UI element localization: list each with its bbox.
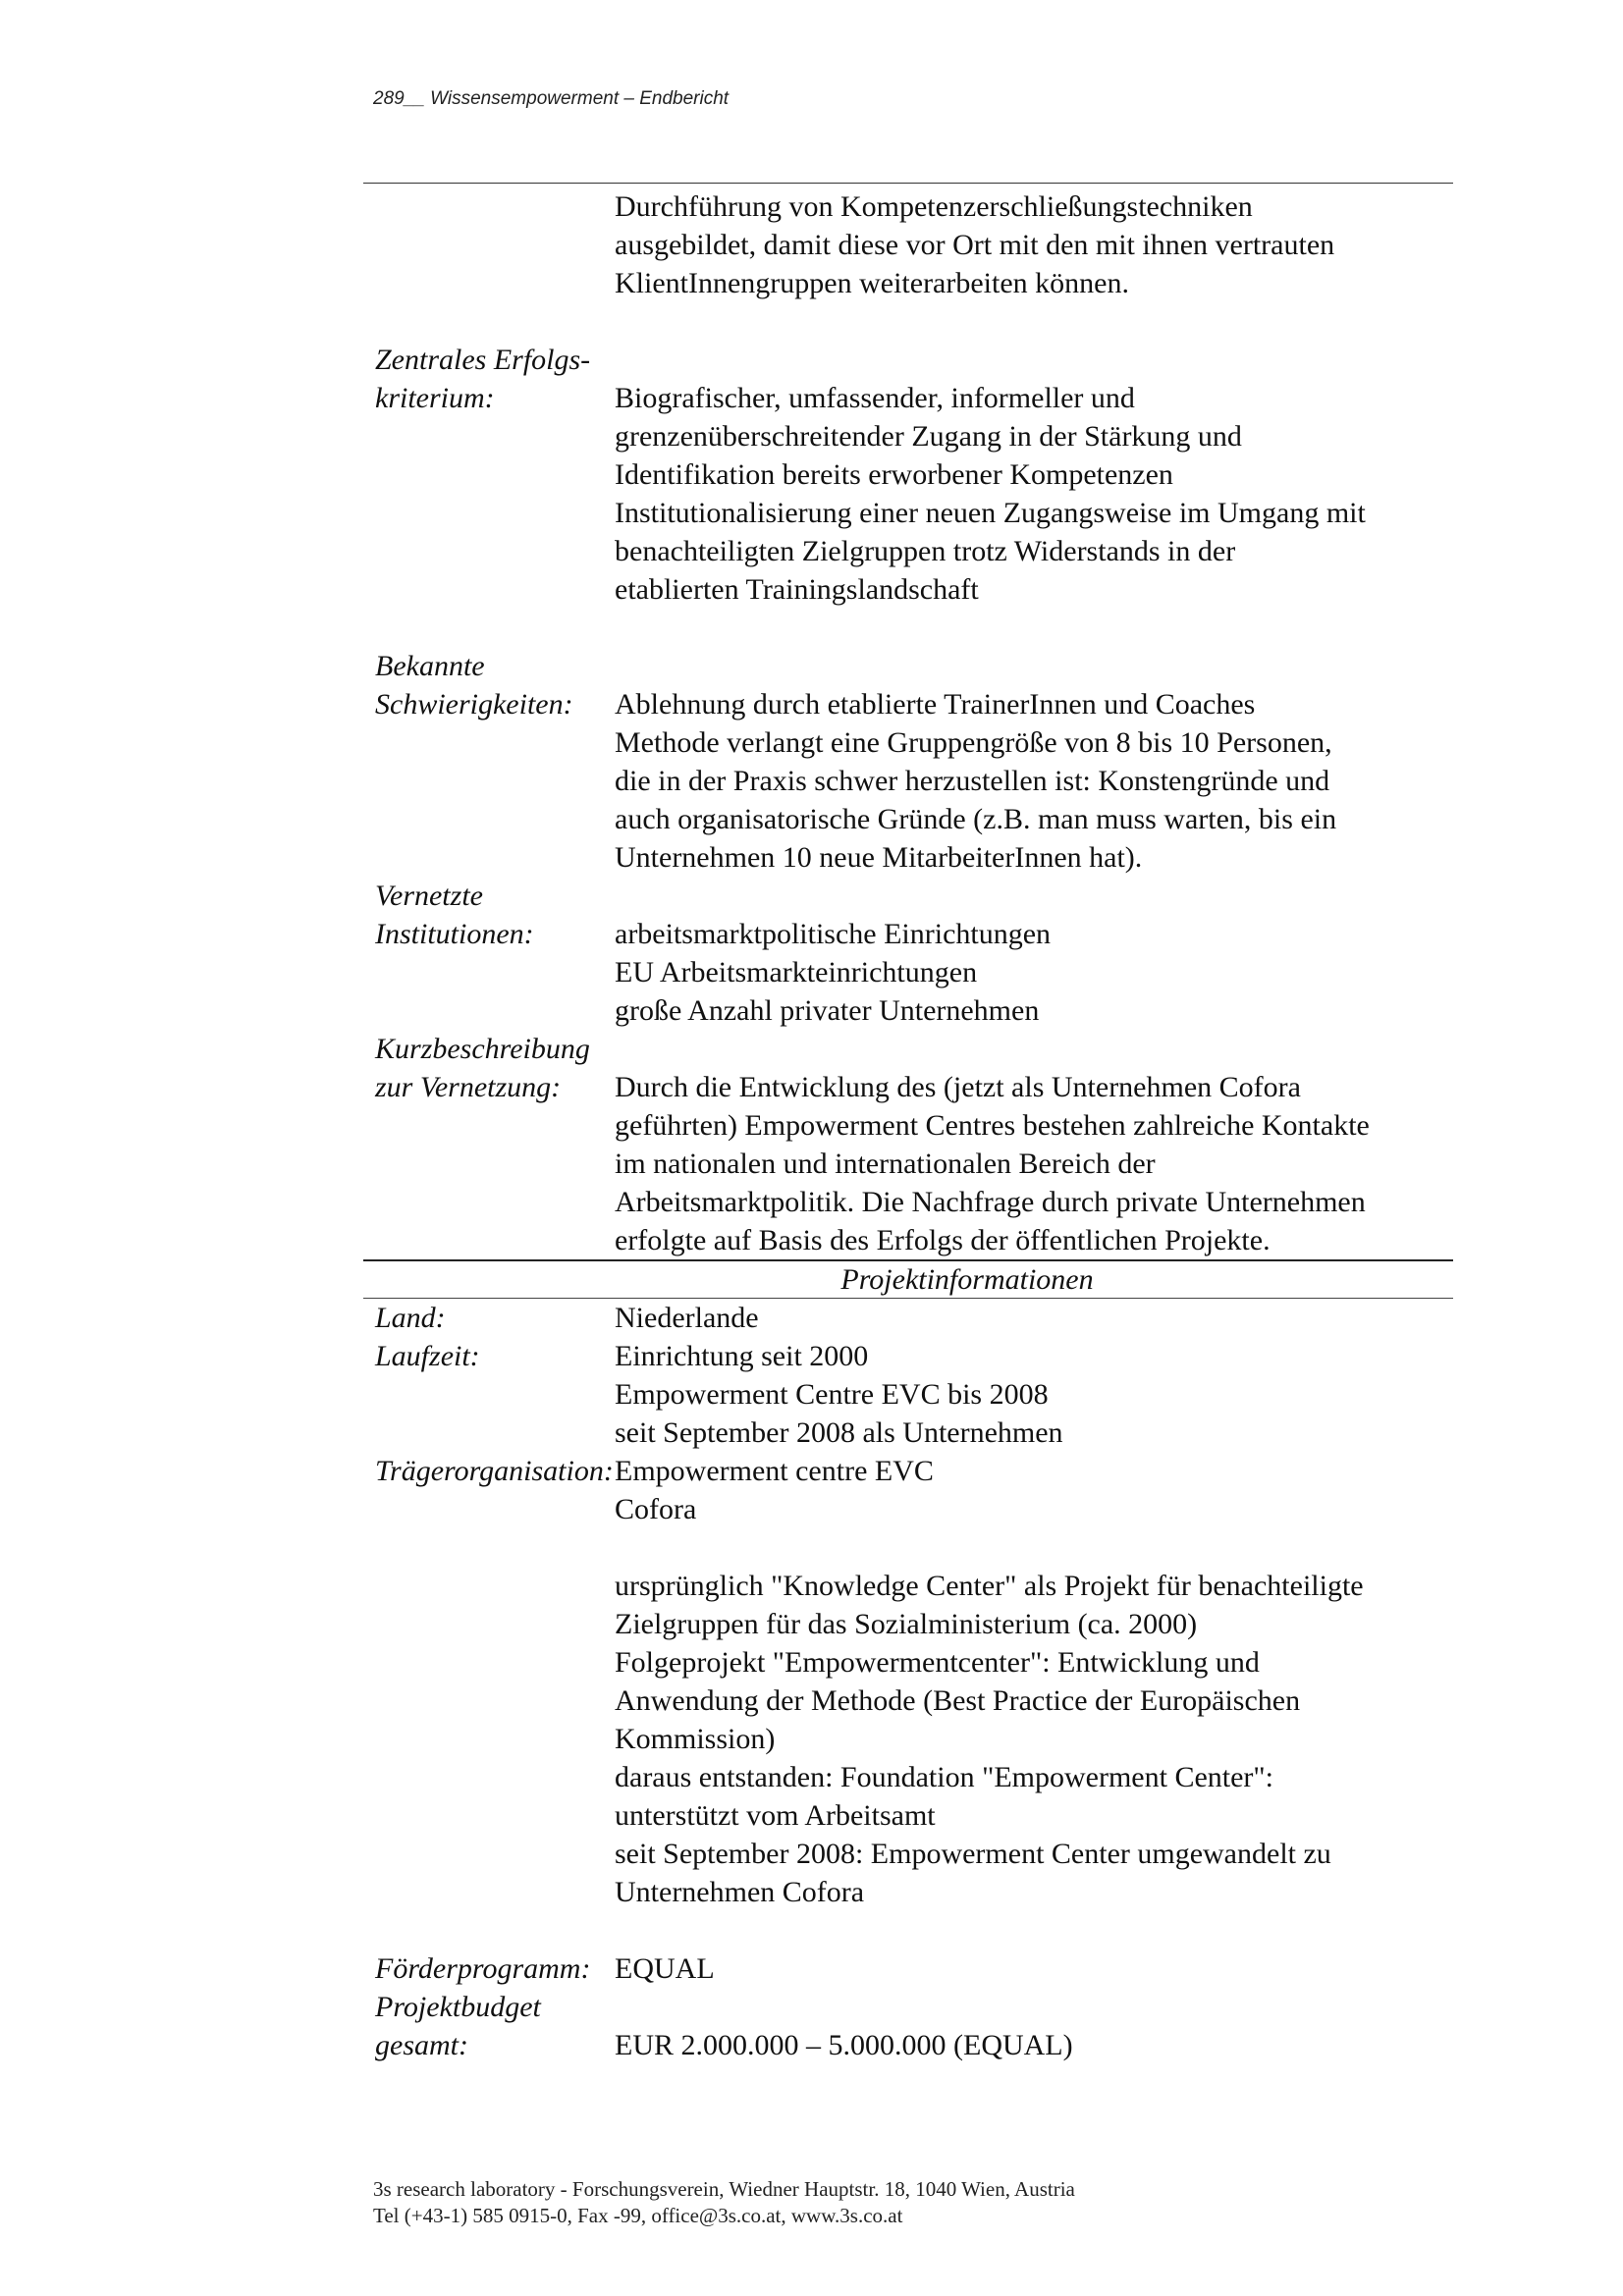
laufzeit-label: Laufzeit: <box>375 1340 480 1372</box>
text-line: seit September 2008: Empowerment Center umgewandelt zu <box>615 1838 1331 1870</box>
label-line: Bekannte <box>375 650 485 682</box>
text-line: KlientInnengruppen weiterarbeiten können. <box>615 267 1129 299</box>
label-line: Kurzbeschreibung <box>375 1033 590 1065</box>
text-line: seit September 2008 als Unternehmen <box>615 1416 1063 1449</box>
schwierigkeiten-value <box>615 647 1453 877</box>
erfolgskriterium-value <box>615 341 1453 609</box>
text-line: Unternehmen Cofora <box>615 1876 865 1908</box>
traegerorganisation-row <box>363 1452 1453 1911</box>
text-line: im nationalen und internationalen Bereich der <box>615 1148 1156 1180</box>
text-line: ursprünglich "Knowledge Center" als Projekt für benachteiligte <box>615 1570 1364 1602</box>
text-line: daraus entstanden: Foundation "Empowerment Center": <box>615 1761 1274 1793</box>
continuation-text <box>615 187 1453 302</box>
label-line: kriterium: <box>375 382 495 414</box>
text-line: große Anzahl privater Unternehmen <box>615 994 1040 1027</box>
page-footer <box>373 2176 1075 2229</box>
footer-contact: Tel (+43-1) 585 0915-0, Fax -99, office@3s.co.at, www.3s.co.at <box>373 2204 903 2227</box>
projektbudget-value <box>615 1988 1453 2064</box>
text-line: die in der Praxis schwer herzustellen ist: Konstengründe und <box>615 765 1330 797</box>
text-line: Zielgruppen für das Sozialministerium (ca. 2000) <box>615 1608 1198 1640</box>
kurzbeschreibung-label <box>363 1030 615 1259</box>
text-line: Folgeprojekt "Empowermentcenter": Entwicklung und <box>615 1646 1260 1679</box>
footer-address: 3s research laboratory - Forschungsverein, Wiedner Hauptstr. 18, 1040 Wien, Austria <box>373 2177 1075 2201</box>
continuation-row <box>363 187 1453 302</box>
foerderprogramm-label: Förderprogramm: <box>375 1952 591 1985</box>
schwierigkeiten-label <box>363 647 615 877</box>
laufzeit-value <box>615 1337 1453 1452</box>
text-line: Methode verlangt eine Gruppengröße von 8 bis 10 Personen, <box>615 726 1332 759</box>
label-line: Zentrales Erfolgs- <box>375 344 591 376</box>
vernetzte-institutionen-label <box>363 877 615 1030</box>
label-line: gesamt: <box>375 2029 468 2061</box>
text-line: Kommission) <box>615 1723 776 1755</box>
label-line: Institutionen: <box>375 918 534 950</box>
land-label: Land: <box>375 1302 446 1334</box>
traegerorganisation-value <box>615 1452 1453 1911</box>
label-line: Vernetzte <box>375 880 483 912</box>
label-line: Schwierigkeiten: <box>375 688 573 721</box>
profile-section <box>363 184 1453 1259</box>
kurzbeschreibung-value <box>615 1030 1453 1259</box>
text-line: Biografischer, umfassender, informeller und <box>615 382 1135 414</box>
text-line: geführten) Empowerment Centres bestehen zahlreiche Kontakte <box>615 1109 1370 1142</box>
text-line: benachteiligten Zielgruppen trotz Widerstands in der <box>615 535 1236 567</box>
laufzeit-row <box>363 1337 1453 1452</box>
label-line: zur Vernetzung: <box>375 1071 562 1103</box>
empty-label <box>363 187 615 302</box>
text-line: Arbeitsmarktpolitik. Die Nachfrage durch private Unternehmen <box>615 1186 1366 1218</box>
foerderprogramm-value: EQUAL <box>615 1952 715 1985</box>
text-line: EUR 2.000.000 – 5.000.000 (EQUAL) <box>615 2029 1073 2061</box>
text-line: auch organisatorische Gründe (z.B. man muss warten, bis ein <box>615 803 1337 835</box>
erfolgskriterium-label <box>363 341 615 609</box>
text-line: erfolgte auf Basis des Erfolgs der öffentlichen Projekte. <box>615 1224 1271 1256</box>
traegerorganisation-label: Trägerorganisation: <box>375 1455 614 1487</box>
land-row <box>363 1299 1453 1337</box>
land-value: Niederlande <box>615 1302 759 1334</box>
section-title-projektinformationen: Projektinformationen <box>363 1259 1453 1299</box>
label-line: Projektbudget <box>375 1991 541 2023</box>
text-line: EU Arbeitsmarkteinrichtungen <box>615 956 978 988</box>
text-line: arbeitsmarktpolitische Einrichtungen <box>615 918 1052 950</box>
text-line: etablierten Trainingslandschaft <box>615 573 979 606</box>
text-line: Unternehmen 10 neue MitarbeiterInnen hat). <box>615 841 1143 874</box>
text-line: Durchführung von Kompetenzerschließungstechniken <box>615 190 1253 223</box>
text-line: Cofora <box>615 1493 697 1525</box>
text-line: Anwendung der Methode (Best Practice der Europäischen <box>615 1684 1301 1717</box>
text-line: Durch die Entwicklung des (jetzt als Unternehmen Cofora <box>615 1071 1301 1103</box>
project-table <box>363 183 1453 2064</box>
text-line: Identifikation bereits erworbener Kompetenzen <box>615 458 1173 491</box>
kurzbeschreibung-row <box>363 1030 1453 1259</box>
page-header: 289__ Wissensempowerment – Endbericht <box>373 88 730 109</box>
text-line: Empowerment centre EVC <box>615 1455 934 1487</box>
text-line: Empowerment Centre EVC bis 2008 <box>615 1378 1049 1411</box>
text-line: Einrichtung seit 2000 <box>615 1340 869 1372</box>
text-line: Ablehnung durch etablierte TrainerInnen und Coaches <box>615 688 1256 721</box>
erfolgskriterium-row <box>363 341 1453 609</box>
text-line: grenzenüberschreitender Zugang in der Stärkung und <box>615 420 1242 453</box>
schwierigkeiten-row <box>363 647 1453 877</box>
text-line: unterstützt vom Arbeitsamt <box>615 1799 936 1832</box>
text-line: Institutionalisierung einer neuen Zugangsweise im Umgang mit <box>615 497 1366 529</box>
text-line: ausgebildet, damit diese vor Ort mit den mit ihnen vertrauten <box>615 229 1335 261</box>
projektbudget-label <box>363 1988 615 2064</box>
foerderprogramm-row <box>363 1949 1453 1988</box>
vernetzte-institutionen-value <box>615 877 1453 1030</box>
vernetzte-institutionen-row <box>363 877 1453 1030</box>
projektbudget-row <box>363 1988 1453 2064</box>
